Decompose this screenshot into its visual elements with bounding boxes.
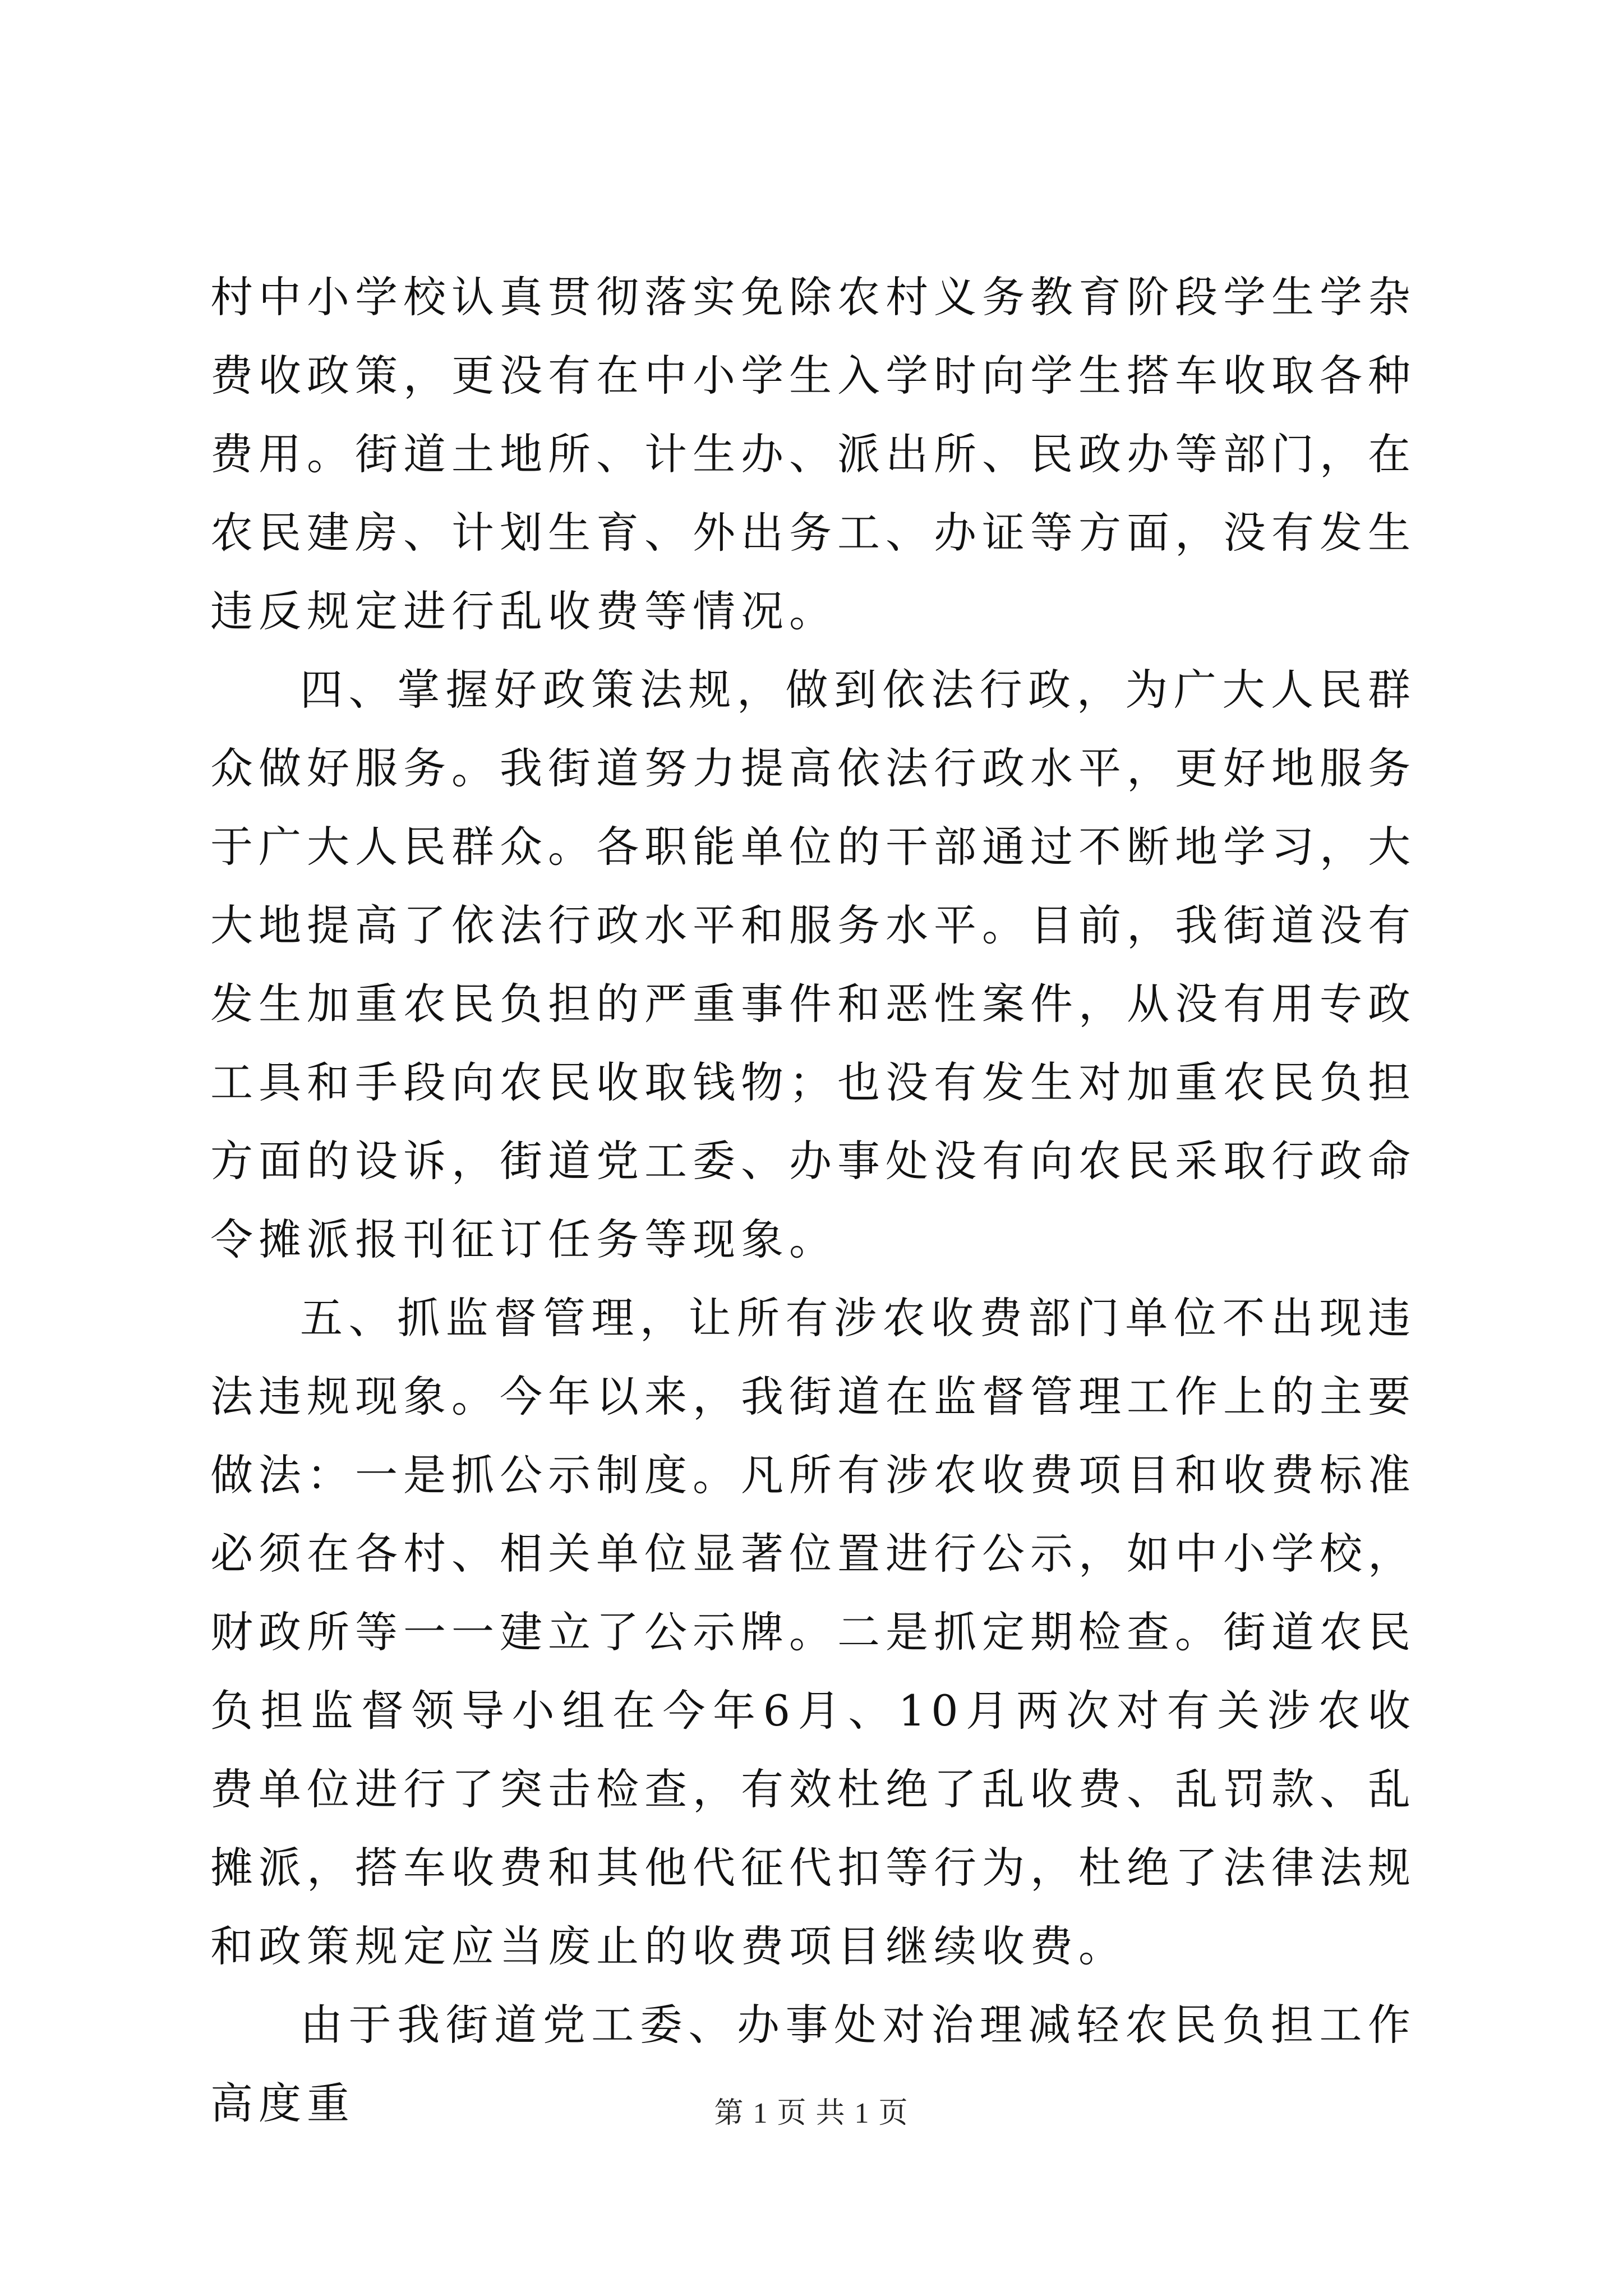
paragraph-3: 五、抓监督管理，让所有涉农收费部门单位不出现违法违规现象。今年以来，我街道在监督管理工作上的主要做法：一是抓公示制度。凡所有涉农收费项目和收费标准必须在各村、相关单位显著位置进行公示，如中小学校，财政所等一一建立了公示牌。二是抓定期检查。街道农民负担监督领导小组在今年6月、10月两次对有关涉农收费单位进行了突击检查，有效杜绝了乱收费、乱罚款、乱摊派，搭车收费和其他代征代扣等行为，杜绝了法律法规和政策规定应当废止的收费项目继续收费。 (210, 1293, 1416, 1971)
paragraph-1: 村中小学校认真贯彻落实免除农村义务教育阶段学生学杂费收政策，更没有在中小学生入学时向学生搭车收取各种费用。街道土地所、计生办、派出所、民政办等部门，在农民建房、计划生育、外出务工、办证等方面，没有发生违反规定进行乱收费等情况。 (210, 272, 1416, 636)
page-footer: 第 1 页 共 1 页 (714, 2097, 909, 2129)
paragraph-2: 四、掌握好政策法规，做到依法行政，为广大人民群众做好服务。我街道努力提高依法行政水平，更好地服务于广大人民群众。各职能单位的干部通过不断地学习，大大地提高了依法行政水平和服务水平。目前，我街道没有发生加重农民负担的严重事件和恶性案件，从没有用专政工具和手段向农民收取钱物；也没有发生对加重农民负担方面的设诉，街道党工委、办事处没有向农民采取行政命令摊派报刊征订任务等现象。 (210, 665, 1416, 1264)
paragraph-4: 由于我街道党工委、办事处对治理减轻农民负担工作高度重 (210, 2000, 1416, 2128)
document-body (210, 258, 1416, 2143)
